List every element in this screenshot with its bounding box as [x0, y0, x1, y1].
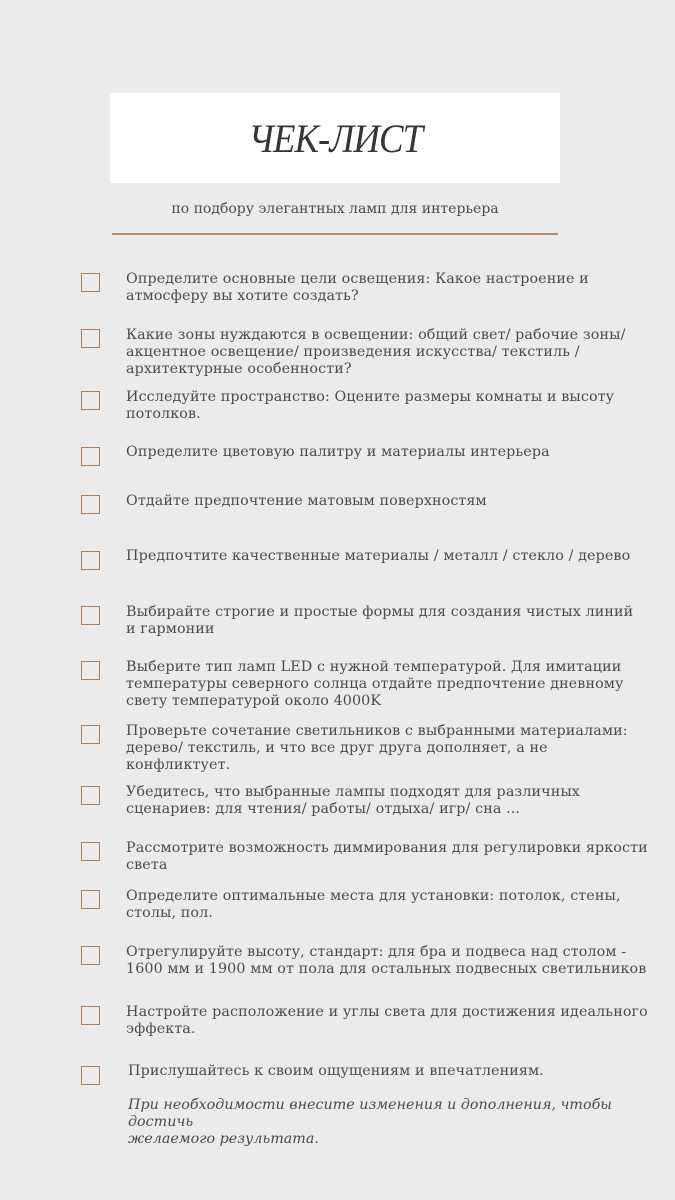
- checklist-item-text: Убедитесь, что выбранные лампы подходят для различных сценариев: для чтения/ работы/ отдыха/ игр/ сна ...: [126, 784, 580, 817]
- checklist-item-text: Настройте расположение и углы света для достижения идеального эффекта.: [126, 1004, 648, 1037]
- checklist-item-text: Выберите тип ламп LED с нужной температурой. Для имитации температуры северного солнца отдайте предпочтение дневному свету температурой около 4000K: [126, 659, 624, 709]
- footer-note: При необходимости внесите изменения и дополнения, чтобы достичь желаемого результата.: [128, 1097, 612, 1147]
- checklist-item-text: Проверьте сочетание светильников с выбранными материалами: дерево/ текстиль, и что все друг друга дополняет, а не конфликтует.: [126, 723, 628, 773]
- checkbox[interactable]: [81, 725, 100, 744]
- checkbox[interactable]: [81, 447, 100, 466]
- page-title: ЧЕК-ЛИСТ: [248, 115, 422, 161]
- checkbox[interactable]: [81, 551, 100, 570]
- checklist-item-text: Прислушайтесь к своим ощущениям и впечатлениям.: [128, 1063, 544, 1079]
- checkbox[interactable]: [81, 273, 100, 292]
- checkbox[interactable]: [81, 1006, 100, 1025]
- checklist-item-text: Определите основные цели освещения: Какое настроение и атмосферу вы хотите создать?: [126, 271, 589, 304]
- title-box: [110, 93, 560, 183]
- checkbox[interactable]: [81, 786, 100, 805]
- checklist-item-text: Исследуйте пространство: Оцените размеры комнаты и высоту потолков.: [126, 389, 615, 422]
- checklist-item-text: Рассмотрите возможность диммирования для регулировки яркости света: [126, 840, 648, 873]
- checklist-item-text: Определите оптимальные места для установки: потолок, стены, столы, пол.: [126, 888, 621, 921]
- checklist-item-text: Отрегулируйте высоту, стандарт: для бра и подвеса над столом - 1600 мм и 1900 мм от пола для остальных подвесных светильников: [126, 944, 647, 977]
- checklist-item-text: Предпочтите качественные материалы / металл / стекло / дерево: [126, 548, 631, 564]
- checkbox[interactable]: [81, 890, 100, 909]
- checkbox[interactable]: [81, 606, 100, 625]
- checklist-item-text: Выбирайте строгие и простые формы для создания чистых линий и гармонии: [126, 604, 634, 637]
- checklist-item-text: Отдайте предпочтение матовым поверхностям: [126, 493, 487, 509]
- checklist-item-text: Какие зоны нуждаются в освещении: общий свет/ рабочие зоны/ акцентное освещение/ произведения искусства/ текстиль / архитектурные особенности?: [126, 327, 626, 377]
- checkbox[interactable]: [81, 842, 100, 861]
- checkbox[interactable]: [81, 946, 100, 965]
- checkbox[interactable]: [81, 661, 100, 680]
- checkbox[interactable]: [81, 1066, 100, 1085]
- divider: [112, 233, 558, 235]
- checkbox[interactable]: [81, 495, 100, 514]
- checklist-item-text: Определите цветовую палитру и материалы интерьера: [126, 444, 550, 460]
- checkbox[interactable]: [81, 391, 100, 410]
- page-subtitle: по подбору элегантных ламп для интерьера: [171, 201, 499, 217]
- checkbox[interactable]: [81, 329, 100, 348]
